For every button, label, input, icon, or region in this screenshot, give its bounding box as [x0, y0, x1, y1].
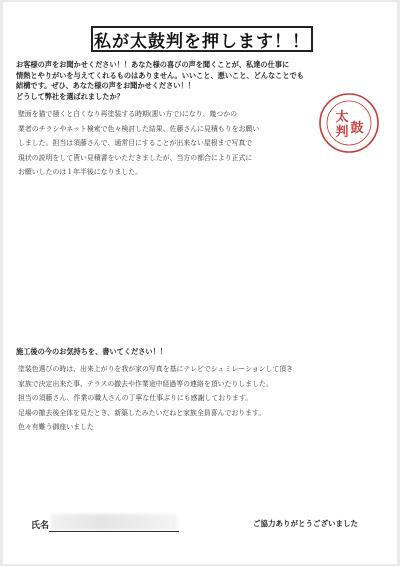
intro-line: 情熱とやりがいを与えてくれるものはありません。いいこと、悪いこと、どんなことでも — [16, 70, 304, 80]
intro-line: 結構です。ぜひ、あなた様の声をお聞かせください！！ — [16, 81, 195, 91]
section-2-heading: 施工後の今のお気持ちを、書いてください！！ — [16, 347, 167, 356]
answer-line: しました。担当は須藤さんで、通常目にすることが出来ない屋根まで写真で — [18, 139, 253, 147]
name-underline — [49, 531, 179, 532]
answer-line: 塗装色選びの時は、出来上がりを我が家の写真を基にテレビでシュミレーションして頂き — [18, 365, 294, 373]
answer-line: お願いしたのは１年半後になりました。 — [18, 168, 143, 176]
thanks-message: ご協力ありがとうございました — [253, 519, 358, 528]
handwritten-answer-2 — [18, 362, 313, 435]
answer-line: 家族で決定出来た事、テラスの撤去や作業途中経過等の連絡を頂いたりしました。 — [18, 379, 273, 388]
answer-line: 壁面を猫で掻くと白くなり再塗装する時期(悪い方で)になり、幾つかの — [18, 110, 237, 118]
handwritten-answer-1 — [18, 107, 313, 180]
answer-line: 業者のチラシやネット検索で色々検討した結果、佐藤さんに見積もりをお願い — [18, 124, 260, 133]
answer-line: 現状の説明をして貰い見積書をいただきましたが、当方の都合により正式に — [18, 153, 253, 162]
seal-char: 太 — [335, 110, 349, 125]
seal-char: 判 — [335, 125, 349, 140]
name-label: 氏名 — [31, 521, 50, 531]
taikoban-seal-icon — [318, 92, 380, 154]
seal-char: 鼓 — [350, 121, 364, 136]
answer-line: 色々有難う御座いました — [18, 423, 94, 431]
answer-line: 担当の須藤さん、作業の職人さんの丁寧な仕事ぶりにも感謝しております。 — [18, 394, 253, 402]
answer-line: 足場の撤去後全体を見たとき、新築したみたいだねと家族全員喜んでおります。 — [18, 408, 266, 417]
page-title: 私が太鼓判を押します！！ — [91, 26, 313, 52]
intro-prompt — [16, 60, 316, 102]
survey-sheet — [3, 2, 397, 564]
redacted-name — [51, 514, 177, 530]
intro-line: お客様の声をお聞かせください！！あなた様の喜びの声を聞くことが、私達の仕事に — [16, 60, 290, 69]
intro-question: どうして弊社を選ばれましたか？ — [16, 91, 124, 101]
name-field — [31, 514, 181, 534]
